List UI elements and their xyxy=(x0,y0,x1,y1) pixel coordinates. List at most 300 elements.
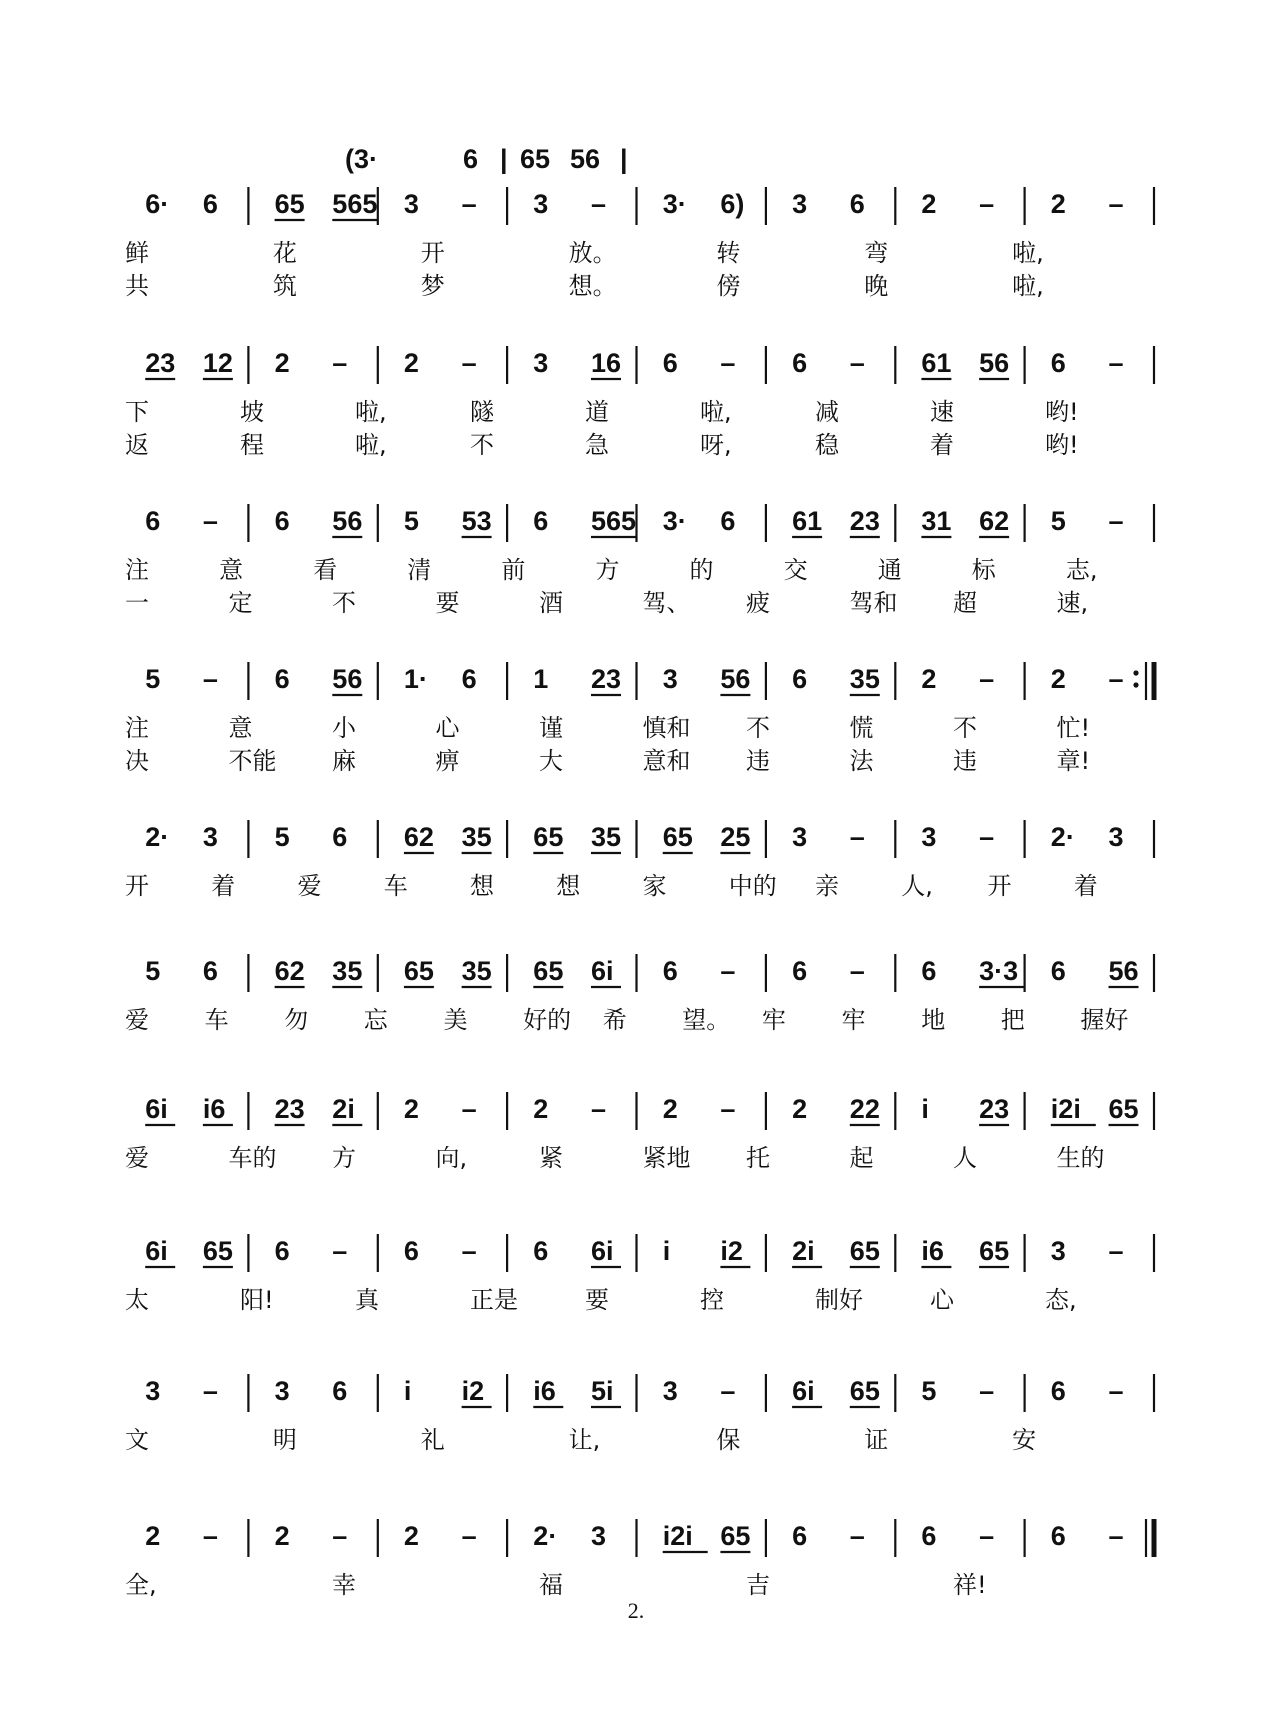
note-glyph: 6 xyxy=(720,506,736,536)
lyric-syllable: 人, xyxy=(901,872,933,900)
note-glyph: 3 xyxy=(1108,822,1124,852)
lyric-syllable: 章! xyxy=(1056,747,1091,775)
lyric-syllable: 谨 xyxy=(539,714,563,742)
lyric-syllable: 梦 xyxy=(420,272,445,300)
lyric-syllable: 注 xyxy=(125,556,149,584)
lyric-syllable: 要 xyxy=(585,1286,609,1314)
lyric-syllable: 保 xyxy=(716,1426,741,1454)
intro-item: 6 xyxy=(463,144,479,174)
note-glyph: – xyxy=(461,1094,477,1124)
lyric-syllable: 通 xyxy=(877,556,902,584)
note-glyph: 6 xyxy=(792,664,808,694)
note-glyph: 6 xyxy=(1050,1521,1066,1551)
note-glyph: – xyxy=(332,1521,348,1551)
note-glyph: 2 xyxy=(145,1521,161,1551)
lyric-syllable: 托 xyxy=(746,1144,770,1172)
note-glyph: – xyxy=(202,1521,218,1551)
lyric-syllable: 爱 xyxy=(125,1144,149,1172)
note-glyph: i2i xyxy=(1050,1094,1081,1124)
lyric-syllable: 隧 xyxy=(470,398,494,426)
note-glyph: 6 xyxy=(792,1521,808,1551)
lyric-syllable: 想。 xyxy=(568,272,617,300)
note-glyph: 3 xyxy=(1050,1236,1066,1266)
lyric-syllable: 向, xyxy=(435,1144,468,1172)
note-glyph: 6i xyxy=(792,1376,815,1406)
note-glyph: – xyxy=(849,1521,865,1551)
intro-item: 56 xyxy=(570,144,601,174)
note-glyph: 6i xyxy=(591,956,614,986)
note-glyph: 35 xyxy=(332,956,363,986)
note-glyph: – xyxy=(461,1236,477,1266)
note-glyph: 6 xyxy=(202,189,218,219)
note-glyph: – xyxy=(1108,1236,1124,1266)
lyric-syllable: 握好 xyxy=(1080,1006,1129,1034)
note-glyph: 2 xyxy=(533,1094,549,1124)
note-glyph: 6 xyxy=(1050,956,1066,986)
lyric-syllable: 坡 xyxy=(240,398,264,426)
note-glyph: 6 xyxy=(403,1236,419,1266)
lyric-syllable: 鲜 xyxy=(125,239,149,267)
score-system xyxy=(125,187,1154,300)
lyric-syllable: 注 xyxy=(125,714,149,742)
note-glyph: 1 xyxy=(533,664,549,694)
note-glyph: – xyxy=(332,348,348,378)
lyric-syllable: 的 xyxy=(689,556,714,584)
lyric-syllable: 啦, xyxy=(1012,272,1044,300)
note-glyph: 5 xyxy=(145,664,161,694)
note-glyph: 5 xyxy=(274,822,290,852)
note-glyph: 3 xyxy=(792,189,808,219)
score-system xyxy=(125,820,1154,900)
lyric-syllable: 家 xyxy=(642,872,667,900)
note-glyph: 6 xyxy=(921,1521,937,1551)
lyric-syllable: 吉 xyxy=(746,1571,770,1599)
note-glyph: 56 xyxy=(332,506,363,536)
lyric-syllable: 态, xyxy=(1045,1286,1077,1314)
note-glyph: – xyxy=(979,1521,995,1551)
note-glyph: – xyxy=(849,822,865,852)
lyric-syllable: 程 xyxy=(240,431,264,459)
lyric-syllable: 开 xyxy=(987,872,1012,900)
note-glyph: 56 xyxy=(1108,956,1139,986)
note-glyph: 6i xyxy=(145,1094,168,1124)
note-glyph: 6 xyxy=(274,1236,290,1266)
lyric-syllable: 制好 xyxy=(815,1286,863,1314)
note-glyph: 62 xyxy=(979,506,1010,536)
lyric-syllable: 车的 xyxy=(228,1144,277,1172)
note-glyph: 6 xyxy=(849,189,865,219)
lyric-syllable: 方 xyxy=(332,1144,356,1172)
note-glyph: 56 xyxy=(720,664,751,694)
lyric-syllable: 祥! xyxy=(953,1571,987,1599)
score-system xyxy=(125,662,1154,775)
lyric-syllable: 不 xyxy=(332,589,356,617)
note-glyph: 35 xyxy=(461,956,492,986)
lyric-syllable: 紧 xyxy=(539,1144,563,1172)
note-glyph: 6 xyxy=(1050,1376,1066,1406)
lyric-syllable: 紧地 xyxy=(642,1144,691,1172)
note-glyph: 35 xyxy=(849,664,880,694)
note-glyph: 25 xyxy=(720,822,751,852)
lyric-syllable: 心 xyxy=(930,1286,954,1314)
lyric-syllable: 着 xyxy=(211,872,236,900)
lyric-syllable: 啦, xyxy=(1012,239,1044,267)
note-glyph: 6 xyxy=(274,506,290,536)
lyric-syllable: 傍 xyxy=(716,272,741,300)
lyric-syllable: 证 xyxy=(864,1426,889,1454)
note-glyph: 2 xyxy=(274,1521,290,1551)
note-glyph: i6 xyxy=(202,1094,226,1124)
note-glyph: 5i xyxy=(591,1376,614,1406)
score-system xyxy=(125,346,1154,459)
lyric-syllable: 真 xyxy=(355,1286,379,1314)
note-glyph: – xyxy=(979,1376,995,1406)
lyric-syllable: 意 xyxy=(228,714,253,742)
note-glyph: 2 xyxy=(921,189,937,219)
note-glyph: – xyxy=(720,1376,736,1406)
lyric-syllable: 交 xyxy=(783,556,808,584)
score-system xyxy=(125,504,1154,617)
note-glyph: 65 xyxy=(1108,1094,1139,1124)
lyric-syllable: 开 xyxy=(420,239,445,267)
lyric-syllable: 酒 xyxy=(539,589,563,617)
lyric-syllable: 慌 xyxy=(849,714,874,742)
note-glyph: 23 xyxy=(591,664,622,694)
lyric-syllable: 生的 xyxy=(1056,1144,1105,1172)
lyric-syllable: 牢 xyxy=(841,1006,866,1034)
intro-item: 65 xyxy=(520,144,551,174)
lyric-syllable: 放。 xyxy=(568,239,617,267)
note-glyph: – xyxy=(202,664,218,694)
lyric-syllable: 驾和 xyxy=(849,589,898,617)
note-glyph: 3 xyxy=(403,189,419,219)
note-glyph: 2 xyxy=(1050,189,1066,219)
lyric-syllable: 控 xyxy=(700,1286,724,1314)
note-glyph: – xyxy=(720,956,736,986)
score-system xyxy=(125,1519,1154,1599)
note-glyph: 6 xyxy=(533,506,549,536)
note-glyph: – xyxy=(461,348,477,378)
note-glyph: 565 xyxy=(332,189,378,219)
note-glyph: 61 xyxy=(921,348,952,378)
lyric-syllable: 筑 xyxy=(272,272,297,300)
note-glyph: 2 xyxy=(921,664,937,694)
lyric-syllable: 牢 xyxy=(761,1006,786,1034)
lyric-syllable: 爱 xyxy=(297,872,322,900)
lyric-syllable: 不能 xyxy=(228,747,277,775)
note-glyph: – xyxy=(202,1376,218,1406)
note-glyph: 65 xyxy=(533,822,564,852)
lyric-syllable: 着 xyxy=(1073,872,1098,900)
note-glyph: 56 xyxy=(979,348,1010,378)
lyric-syllable: 弯 xyxy=(864,239,889,267)
note-glyph: 62 xyxy=(403,822,434,852)
note-glyph: 22 xyxy=(849,1094,880,1124)
note-glyph: – xyxy=(1108,348,1124,378)
note-glyph: 65 xyxy=(274,189,305,219)
note-glyph: 6 xyxy=(792,956,808,986)
note-glyph: – xyxy=(979,664,995,694)
note-glyph: 3 xyxy=(202,822,218,852)
lyric-syllable: 要 xyxy=(435,589,460,617)
lyric-syllable: 把 xyxy=(1000,1006,1025,1034)
repeat-dot xyxy=(1133,670,1138,675)
note-glyph: 56 xyxy=(332,664,363,694)
note-glyph: 16 xyxy=(591,348,622,378)
lyric-syllable: 着 xyxy=(930,431,954,459)
note-glyph: 65 xyxy=(202,1236,233,1266)
score-systems xyxy=(125,187,1154,1599)
note-glyph: 3·3 xyxy=(979,956,1019,986)
lyric-syllable: 哟! xyxy=(1045,431,1079,459)
note-glyph: 6 xyxy=(461,664,477,694)
lyric-syllable: 意 xyxy=(219,556,244,584)
lyric-syllable: 啦, xyxy=(355,431,387,459)
lyric-syllable: 阳! xyxy=(240,1286,274,1314)
note-glyph: 2· xyxy=(145,822,170,852)
lyric-syllable: 清 xyxy=(407,556,432,584)
lyric-syllable: 疲 xyxy=(746,589,770,617)
note-glyph: 6 xyxy=(202,956,218,986)
lyric-syllable: 速 xyxy=(930,398,954,426)
lyric-syllable: 驾、 xyxy=(642,589,691,617)
lyric-syllable: 意和 xyxy=(642,747,691,775)
note-glyph: 65 xyxy=(849,1376,880,1406)
lyric-syllable: 太 xyxy=(125,1286,149,1314)
lyric-syllable: 全, xyxy=(125,1571,157,1599)
score-system xyxy=(125,1092,1154,1172)
note-glyph: 2 xyxy=(662,1094,678,1124)
note-glyph: i2i xyxy=(662,1521,693,1551)
lyric-syllable: 麻 xyxy=(332,747,356,775)
lyric-syllable: 亲 xyxy=(815,872,839,900)
note-glyph: 3 xyxy=(533,189,549,219)
lyric-syllable: 看 xyxy=(313,556,338,584)
page-number: 2. xyxy=(627,1598,645,1623)
note-glyph: 65 xyxy=(720,1521,751,1551)
lyric-syllable: 前 xyxy=(501,556,526,584)
note-glyph: 23 xyxy=(145,348,176,378)
score-system xyxy=(125,1234,1154,1314)
note-glyph: i xyxy=(403,1376,412,1406)
lyric-syllable: 道 xyxy=(585,398,609,426)
lyric-syllable: 想 xyxy=(556,872,581,900)
note-glyph: 65 xyxy=(662,822,693,852)
repeat-dot xyxy=(1133,682,1138,687)
note-glyph: 3 xyxy=(533,348,549,378)
lyric-syllable: 啦, xyxy=(355,398,387,426)
lyric-syllable: 美 xyxy=(443,1006,468,1034)
note-glyph: 31 xyxy=(921,506,952,536)
lyric-syllable: 正是 xyxy=(470,1286,518,1314)
note-glyph: 6 xyxy=(274,664,290,694)
lyric-syllable: 福 xyxy=(539,1571,563,1599)
intro-item: | xyxy=(620,144,628,174)
note-glyph: – xyxy=(849,956,865,986)
note-glyph: 2 xyxy=(403,348,419,378)
note-glyph: 3 xyxy=(591,1521,607,1551)
note-glyph: 6 xyxy=(332,822,348,852)
lyric-syllable: 文 xyxy=(125,1426,149,1454)
note-glyph: 6) xyxy=(720,189,745,219)
lyric-syllable: 人 xyxy=(953,1144,977,1172)
note-glyph: 2i xyxy=(792,1236,815,1266)
note-glyph: 3 xyxy=(792,822,808,852)
note-glyph: – xyxy=(720,348,736,378)
lyric-syllable: 安 xyxy=(1012,1426,1037,1454)
lyric-syllable: 哟! xyxy=(1045,398,1079,426)
note-glyph: 6 xyxy=(1050,348,1066,378)
note-glyph: 2 xyxy=(1050,664,1066,694)
note-glyph: – xyxy=(461,1521,477,1551)
note-glyph: 3 xyxy=(921,822,937,852)
note-glyph: i xyxy=(921,1094,929,1124)
note-glyph: 3 xyxy=(145,1376,161,1406)
score-system xyxy=(125,1374,1154,1454)
note-glyph: 23 xyxy=(979,1094,1010,1124)
lyric-syllable: 忙! xyxy=(1056,714,1091,742)
lyric-syllable: 稳 xyxy=(815,431,839,459)
note-glyph: 565 xyxy=(591,506,637,536)
note-glyph: – xyxy=(1108,1376,1124,1406)
note-glyph: – xyxy=(1108,664,1124,694)
note-glyph: 6· xyxy=(145,189,170,219)
lyric-syllable: 希 xyxy=(602,1006,627,1034)
note-glyph: 2· xyxy=(533,1521,558,1551)
note-glyph: 6i xyxy=(145,1236,168,1266)
note-glyph: 5 xyxy=(145,956,161,986)
note-glyph: 61 xyxy=(792,506,823,536)
lyric-syllable: 车 xyxy=(204,1006,229,1034)
note-glyph: 6 xyxy=(921,956,937,986)
lyric-syllable: 共 xyxy=(125,272,149,300)
lyric-syllable: 违 xyxy=(746,747,770,775)
lyric-syllable: 下 xyxy=(125,398,149,426)
note-glyph: 2i xyxy=(332,1094,355,1124)
note-glyph: 6 xyxy=(662,348,678,378)
note-glyph: 2 xyxy=(792,1094,808,1124)
note-glyph: 6 xyxy=(145,506,161,536)
lyric-syllable: 转 xyxy=(716,239,741,267)
lyric-syllable: 急 xyxy=(585,431,609,459)
note-glyph: 2 xyxy=(403,1094,419,1124)
lyric-syllable: 礼 xyxy=(420,1426,445,1454)
lyric-syllable: 呀, xyxy=(700,431,732,459)
note-glyph: i6 xyxy=(533,1376,556,1406)
lyric-syllable: 晚 xyxy=(864,272,889,300)
note-glyph: – xyxy=(202,506,218,536)
lyric-syllable: 决 xyxy=(125,747,149,775)
note-glyph: 35 xyxy=(461,822,492,852)
note-glyph: 3 xyxy=(662,664,678,694)
lyric-syllable: 地 xyxy=(921,1006,946,1034)
lyric-syllable: 幸 xyxy=(332,1571,356,1599)
note-glyph: – xyxy=(979,822,995,852)
lyric-syllable: 法 xyxy=(849,747,874,775)
lyric-syllable: 车 xyxy=(383,872,408,900)
note-glyph: – xyxy=(1108,189,1124,219)
score-system xyxy=(125,954,1154,1034)
note-glyph: 2 xyxy=(403,1521,419,1551)
note-glyph: i2 xyxy=(461,1376,485,1406)
lyric-syllable: 速, xyxy=(1056,589,1089,617)
note-glyph: 12 xyxy=(202,348,233,378)
note-glyph: 65 xyxy=(979,1236,1010,1266)
note-glyph: 6 xyxy=(662,956,678,986)
lyric-syllable: 好的 xyxy=(523,1006,572,1034)
note-glyph: i xyxy=(662,1236,671,1266)
note-glyph: – xyxy=(461,189,477,219)
note-glyph: – xyxy=(849,348,865,378)
lyric-syllable: 慎和 xyxy=(642,714,691,742)
note-glyph: 65 xyxy=(849,1236,880,1266)
system-intro-row xyxy=(345,144,628,174)
note-glyph: 23 xyxy=(849,506,880,536)
lyric-syllable: 想 xyxy=(470,872,494,900)
note-glyph: 1· xyxy=(403,664,428,694)
note-glyph: i2 xyxy=(720,1236,743,1266)
lyric-syllable: 返 xyxy=(125,431,149,459)
note-glyph: – xyxy=(979,189,995,219)
lyric-syllable: 减 xyxy=(815,398,839,426)
lyric-syllable: 痹 xyxy=(435,747,460,775)
note-glyph: 62 xyxy=(274,956,305,986)
note-glyph: – xyxy=(332,1236,348,1266)
note-glyph: 53 xyxy=(461,506,492,536)
lyric-syllable: 中的 xyxy=(728,872,777,900)
lyric-syllable: 不 xyxy=(470,431,494,459)
lyric-syllable: 不 xyxy=(953,714,977,742)
note-glyph: 65 xyxy=(403,956,434,986)
lyric-syllable: 方 xyxy=(595,556,620,584)
note-glyph: – xyxy=(591,189,607,219)
lyric-syllable: 定 xyxy=(228,589,253,617)
lyric-syllable: 起 xyxy=(849,1144,874,1172)
lyric-syllable: 大 xyxy=(539,747,563,775)
lyric-syllable: 标 xyxy=(971,556,996,584)
lyric-syllable: 明 xyxy=(272,1426,297,1454)
note-glyph: 5 xyxy=(921,1376,937,1406)
note-glyph: 2· xyxy=(1050,822,1075,852)
note-glyph: 6 xyxy=(332,1376,348,1406)
intro-item: | xyxy=(500,144,508,174)
note-glyph: 3· xyxy=(662,189,687,219)
intro-item: (3· xyxy=(345,144,378,174)
lyric-syllable: 违 xyxy=(953,747,977,775)
note-glyph: – xyxy=(1108,506,1124,536)
lyric-syllable: 忘 xyxy=(363,1006,388,1034)
note-glyph: – xyxy=(591,1094,607,1124)
note-glyph: 23 xyxy=(274,1094,305,1124)
note-glyph: 2 xyxy=(274,348,290,378)
note-glyph: 3 xyxy=(274,1376,290,1406)
lyric-syllable: 开 xyxy=(125,872,149,900)
note-glyph: 3 xyxy=(662,1376,678,1406)
note-glyph: 6 xyxy=(533,1236,549,1266)
note-glyph: – xyxy=(1108,1521,1124,1551)
note-glyph: 65 xyxy=(533,956,564,986)
lyric-syllable: 心 xyxy=(435,714,460,742)
lyric-syllable: 小 xyxy=(332,714,356,742)
lyric-syllable: 让, xyxy=(568,1426,601,1454)
note-glyph: 6 xyxy=(792,348,808,378)
note-glyph: – xyxy=(720,1094,736,1124)
note-glyph: 6i xyxy=(591,1236,614,1266)
lyric-syllable: 爱 xyxy=(125,1006,149,1034)
lyric-syllable: 志, xyxy=(1065,556,1098,584)
note-glyph: 35 xyxy=(591,822,622,852)
note-glyph: 3· xyxy=(662,506,687,536)
